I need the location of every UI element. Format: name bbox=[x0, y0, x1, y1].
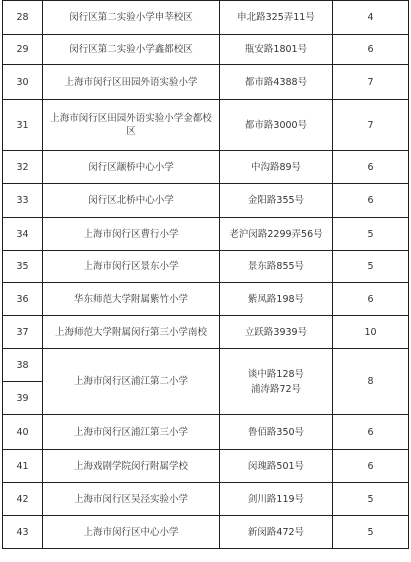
school-name: 上海戏剧学院闵行附属学校 bbox=[43, 450, 220, 483]
table-row bbox=[3, 35, 409, 65]
school-name: 上海市闵行区景东小学 bbox=[43, 251, 220, 283]
row-number: 29 bbox=[3, 35, 43, 65]
school-address: 都市路3000号 bbox=[220, 100, 333, 151]
row-number: 34 bbox=[3, 218, 43, 251]
table-row bbox=[3, 516, 409, 549]
row-number: 40 bbox=[3, 415, 43, 450]
row-number: 38 bbox=[3, 349, 43, 382]
table-row bbox=[3, 415, 409, 450]
school-name: 闵行区颛桥中心小学 bbox=[43, 151, 220, 184]
school-address: 申北路325弄11号 bbox=[220, 1, 333, 35]
school-name: 上海市闵行区田园外语实验小学金都校区 bbox=[43, 100, 220, 151]
class-count: 4 bbox=[333, 1, 409, 35]
school-address: 剑川路119号 bbox=[220, 483, 333, 516]
school-address: 浦涛路72号 bbox=[250, 383, 302, 395]
school-name: 上海市闵行区田园外语实验小学 bbox=[43, 65, 220, 100]
school-table bbox=[2, 0, 409, 549]
row-number: 35 bbox=[3, 251, 43, 283]
class-count: 6 bbox=[333, 151, 409, 184]
class-count: 6 bbox=[333, 283, 409, 316]
row-number: 31 bbox=[3, 100, 43, 151]
school-name: 上海市闵行区吴泾实验小学 bbox=[43, 483, 220, 516]
row-number: 32 bbox=[3, 151, 43, 184]
school-address: 中沟路89号 bbox=[220, 151, 333, 184]
class-count: 10 bbox=[333, 316, 409, 349]
class-count: 6 bbox=[333, 184, 409, 218]
school-address: 老沪闵路2299弄56号 bbox=[220, 218, 333, 251]
table-row bbox=[3, 100, 409, 151]
school-address: 鲁佰路350号 bbox=[220, 415, 333, 450]
class-count: 5 bbox=[333, 218, 409, 251]
table-row bbox=[3, 251, 409, 283]
table-row bbox=[3, 483, 409, 516]
school-name: 上海市闵行区浦江第三小学 bbox=[43, 415, 220, 450]
school-address: 谈中路128号 bbox=[247, 368, 305, 380]
school-address: 立跃路3939号 bbox=[220, 316, 333, 349]
school-address: 瓶安路1801号 bbox=[220, 35, 333, 65]
table-row bbox=[3, 184, 409, 218]
school-name: 上海师范大学附属闵行第三小学南校 bbox=[43, 316, 220, 349]
class-count: 5 bbox=[333, 516, 409, 549]
row-number: 43 bbox=[3, 516, 43, 549]
school-name: 闵行区北桥中心小学 bbox=[43, 184, 220, 218]
school-address: 都市路4388号 bbox=[220, 65, 333, 100]
school-name: 上海市闵行区曹行小学 bbox=[43, 218, 220, 251]
class-count: 6 bbox=[333, 415, 409, 450]
row-number: 36 bbox=[3, 283, 43, 316]
class-count: 6 bbox=[333, 450, 409, 483]
school-name: 上海市闵行区浦江第二小学 bbox=[43, 349, 220, 415]
row-number: 37 bbox=[3, 316, 43, 349]
table-row bbox=[3, 349, 409, 382]
school-address: 闵瑰路501号 bbox=[220, 450, 333, 483]
table-row bbox=[3, 1, 409, 35]
class-count: 8 bbox=[333, 349, 409, 415]
school-name: 华东师范大学附属紫竹小学 bbox=[43, 283, 220, 316]
table-row bbox=[3, 450, 409, 483]
table-row bbox=[3, 283, 409, 316]
row-number: 28 bbox=[3, 1, 43, 35]
class-count: 5 bbox=[333, 483, 409, 516]
class-count: 6 bbox=[333, 35, 409, 65]
school-name: 闵行区第二实验小学申莘校区 bbox=[43, 1, 220, 35]
row-number: 30 bbox=[3, 65, 43, 100]
row-number: 41 bbox=[3, 450, 43, 483]
school-address: 景东路855号 bbox=[220, 251, 333, 283]
table-row bbox=[3, 151, 409, 184]
school-address: 金阳路355号 bbox=[220, 184, 333, 218]
table-row bbox=[3, 316, 409, 349]
row-number: 33 bbox=[3, 184, 43, 218]
school-name: 上海市闵行区中心小学 bbox=[43, 516, 220, 549]
row-number: 42 bbox=[3, 483, 43, 516]
row-number: 39 bbox=[3, 382, 43, 415]
school-address: 新闵路472号 bbox=[220, 516, 333, 549]
class-count: 5 bbox=[333, 251, 409, 283]
school-name: 闵行区第二实验小学鑫都校区 bbox=[43, 35, 220, 65]
class-count: 7 bbox=[333, 100, 409, 151]
school-address-split bbox=[220, 349, 333, 415]
class-count: 7 bbox=[333, 65, 409, 100]
school-address: 紫凤路198号 bbox=[220, 283, 333, 316]
table-row bbox=[3, 65, 409, 100]
table-row bbox=[3, 218, 409, 251]
